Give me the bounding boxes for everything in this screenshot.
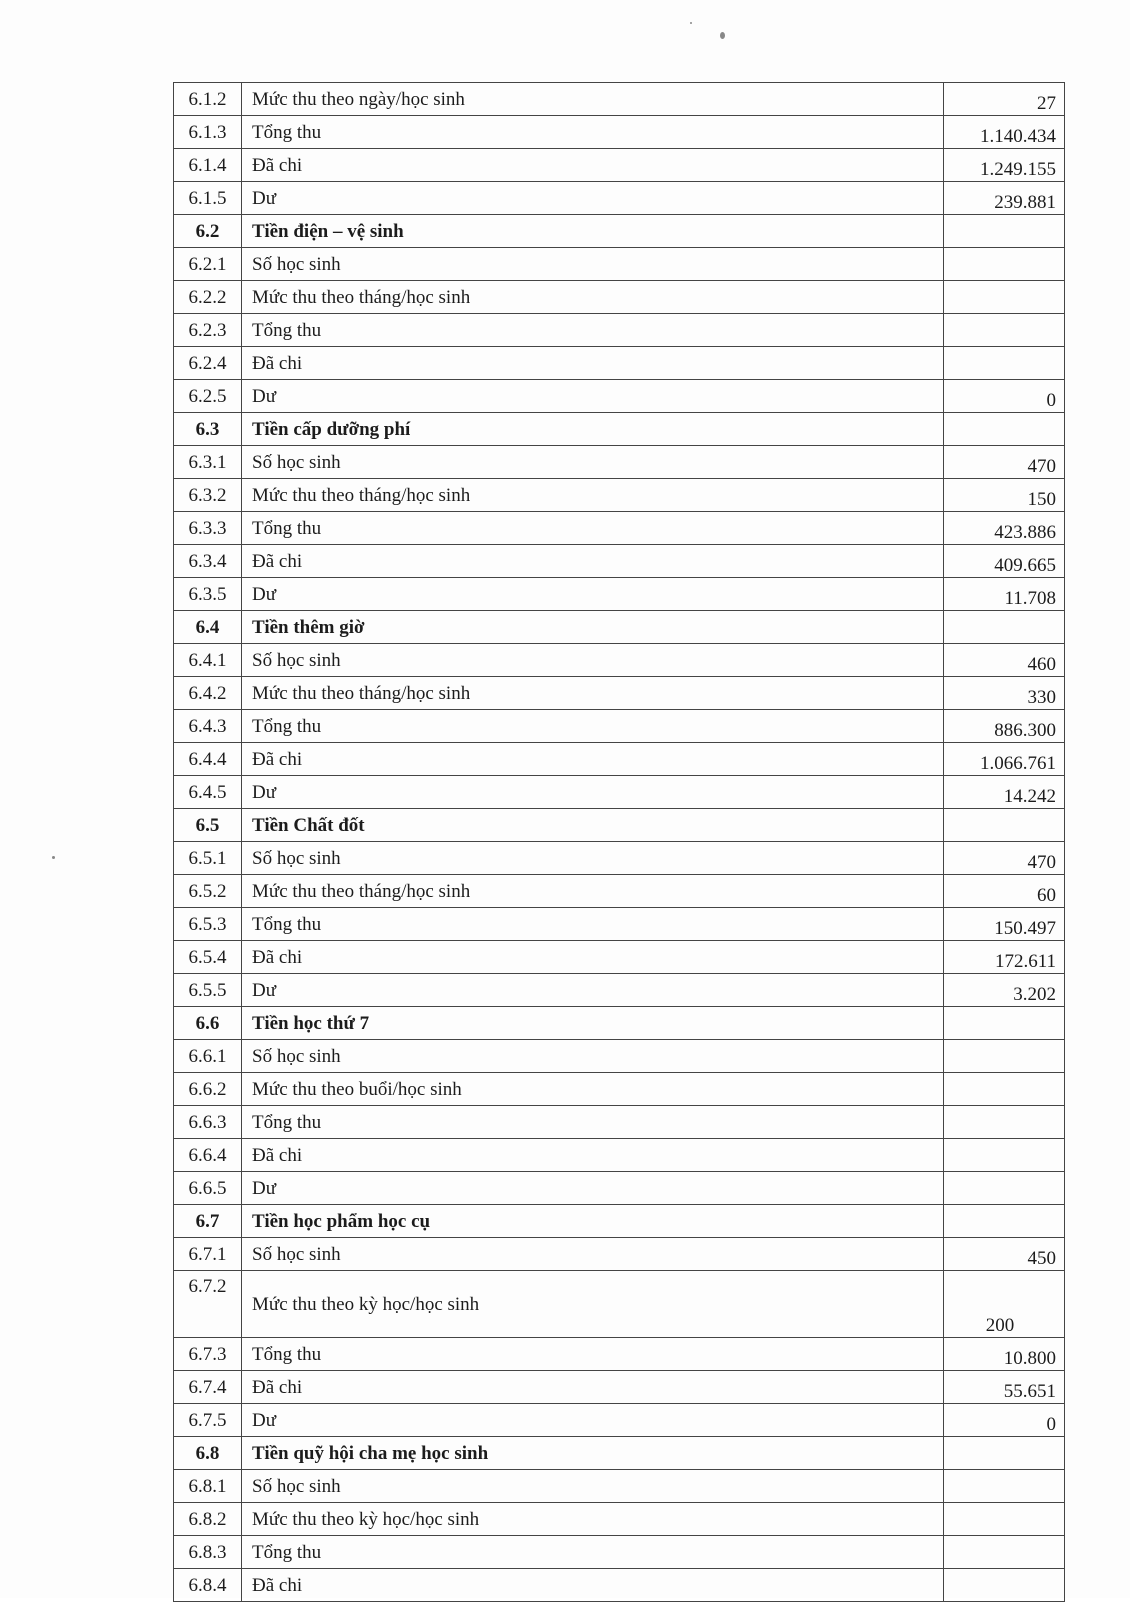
row-label: Số học sinh bbox=[242, 842, 944, 875]
row-value: 330 bbox=[944, 677, 1065, 710]
row-value: 450 bbox=[944, 1238, 1065, 1271]
row-label: Số học sinh bbox=[242, 644, 944, 677]
row-code: 6.6 bbox=[174, 1007, 242, 1040]
row-label: Tiền cấp dưỡng phí bbox=[242, 413, 944, 446]
row-label: Mức thu theo tháng/học sinh bbox=[242, 677, 944, 710]
row-code: 6.3.1 bbox=[174, 446, 242, 479]
row-label: Mức thu theo kỳ học/học sinh bbox=[242, 1271, 944, 1338]
row-label: Tổng thu bbox=[242, 908, 944, 941]
scan-speck bbox=[720, 32, 725, 39]
row-label: Tổng thu bbox=[242, 314, 944, 347]
row-value bbox=[944, 1139, 1065, 1172]
row-code: 6.7.5 bbox=[174, 1404, 242, 1437]
row-code: 6.6.2 bbox=[174, 1073, 242, 1106]
row-value bbox=[944, 1536, 1065, 1569]
section-row bbox=[174, 1007, 1065, 1040]
row-value bbox=[944, 1007, 1065, 1040]
row-label: Dư bbox=[242, 380, 944, 413]
row-value bbox=[944, 215, 1065, 248]
row-code: 6.7.1 bbox=[174, 1238, 242, 1271]
row-value bbox=[944, 611, 1065, 644]
row-code: 6.3.4 bbox=[174, 545, 242, 578]
table-row bbox=[174, 512, 1065, 545]
row-value: 470 bbox=[944, 842, 1065, 875]
table-row bbox=[174, 974, 1065, 1007]
section-row bbox=[174, 611, 1065, 644]
row-label: Tổng thu bbox=[242, 710, 944, 743]
row-value bbox=[944, 314, 1065, 347]
table-row bbox=[174, 1503, 1065, 1536]
table-row bbox=[174, 116, 1065, 149]
row-code: 6.3.5 bbox=[174, 578, 242, 611]
row-label: Dư bbox=[242, 182, 944, 215]
row-code: 6.5.3 bbox=[174, 908, 242, 941]
table-row bbox=[174, 1569, 1065, 1602]
row-code: 6.2.3 bbox=[174, 314, 242, 347]
row-code: 6.7 bbox=[174, 1205, 242, 1238]
fee-report-body bbox=[174, 83, 1065, 1602]
row-code: 6.2.5 bbox=[174, 380, 242, 413]
table-row bbox=[174, 479, 1065, 512]
row-label: Tổng thu bbox=[242, 1106, 944, 1139]
row-value bbox=[944, 1569, 1065, 1602]
scan-speck bbox=[52, 856, 55, 859]
row-label: Dư bbox=[242, 578, 944, 611]
row-value bbox=[944, 1205, 1065, 1238]
table-row bbox=[174, 545, 1065, 578]
table-row bbox=[174, 1106, 1065, 1139]
row-label: Số học sinh bbox=[242, 446, 944, 479]
row-value bbox=[944, 1106, 1065, 1139]
row-value: 60 bbox=[944, 875, 1065, 908]
row-code: 6.3.2 bbox=[174, 479, 242, 512]
row-label: Số học sinh bbox=[242, 248, 944, 281]
row-label: Đã chi bbox=[242, 1371, 944, 1404]
row-value bbox=[944, 1040, 1065, 1073]
row-value: 0 bbox=[944, 1404, 1065, 1437]
row-code: 6.8.3 bbox=[174, 1536, 242, 1569]
row-code: 6.1.4 bbox=[174, 149, 242, 182]
row-value: 470 bbox=[944, 446, 1065, 479]
table-row bbox=[174, 248, 1065, 281]
row-code: 6.4.3 bbox=[174, 710, 242, 743]
table-row bbox=[174, 842, 1065, 875]
table-row bbox=[174, 941, 1065, 974]
table-row bbox=[174, 710, 1065, 743]
row-value bbox=[944, 248, 1065, 281]
row-code: 6.1.5 bbox=[174, 182, 242, 215]
section-row bbox=[174, 215, 1065, 248]
table-row bbox=[174, 1404, 1065, 1437]
table-row bbox=[174, 149, 1065, 182]
row-value: 172.611 bbox=[944, 941, 1065, 974]
row-code: 6.4.1 bbox=[174, 644, 242, 677]
row-code: 6.4.2 bbox=[174, 677, 242, 710]
row-code: 6.6.5 bbox=[174, 1172, 242, 1205]
row-label: Tiền quỹ hội cha mẹ học sinh bbox=[242, 1437, 944, 1470]
row-value: 11.708 bbox=[944, 578, 1065, 611]
row-code: 6.5.2 bbox=[174, 875, 242, 908]
table-row bbox=[174, 1238, 1065, 1271]
row-value: 3.202 bbox=[944, 974, 1065, 1007]
row-value: 10.800 bbox=[944, 1338, 1065, 1371]
row-code: 6.8.2 bbox=[174, 1503, 242, 1536]
row-code: 6.7.4 bbox=[174, 1371, 242, 1404]
row-label: Tiền thêm giờ bbox=[242, 611, 944, 644]
row-value: 239.881 bbox=[944, 182, 1065, 215]
row-value: 1.249.155 bbox=[944, 149, 1065, 182]
row-value: 55.651 bbox=[944, 1371, 1065, 1404]
row-label: Đã chi bbox=[242, 1139, 944, 1172]
row-label: Mức thu theo ngày/học sinh bbox=[242, 83, 944, 116]
row-code: 6.5 bbox=[174, 809, 242, 842]
row-value: 200 bbox=[944, 1271, 1065, 1338]
row-label: Đã chi bbox=[242, 941, 944, 974]
table-row bbox=[174, 644, 1065, 677]
table-row bbox=[174, 677, 1065, 710]
row-label: Dư bbox=[242, 776, 944, 809]
row-label: Dư bbox=[242, 1404, 944, 1437]
table-row bbox=[174, 1040, 1065, 1073]
row-code: 6.4.5 bbox=[174, 776, 242, 809]
row-label: Mức thu theo tháng/học sinh bbox=[242, 281, 944, 314]
section-row bbox=[174, 1437, 1065, 1470]
row-label: Đã chi bbox=[242, 149, 944, 182]
row-label: Tiền điện – vệ sinh bbox=[242, 215, 944, 248]
table-row bbox=[174, 1371, 1065, 1404]
row-value bbox=[944, 347, 1065, 380]
row-value: 423.886 bbox=[944, 512, 1065, 545]
row-value bbox=[944, 413, 1065, 446]
section-row bbox=[174, 809, 1065, 842]
row-code: 6.1.2 bbox=[174, 83, 242, 116]
row-value bbox=[944, 1073, 1065, 1106]
table-row bbox=[174, 1338, 1065, 1371]
row-value: 150 bbox=[944, 479, 1065, 512]
row-value: 150.497 bbox=[944, 908, 1065, 941]
row-code: 6.5.5 bbox=[174, 974, 242, 1007]
row-label: Tiền học phẩm học cụ bbox=[242, 1205, 944, 1238]
row-code: 6.6.3 bbox=[174, 1106, 242, 1139]
row-code: 6.4 bbox=[174, 611, 242, 644]
row-label: Tiền học thứ 7 bbox=[242, 1007, 944, 1040]
table-row bbox=[174, 743, 1065, 776]
table-row bbox=[174, 347, 1065, 380]
table-row bbox=[174, 578, 1065, 611]
row-code: 6.8.1 bbox=[174, 1470, 242, 1503]
table-row bbox=[174, 314, 1065, 347]
row-value: 0 bbox=[944, 380, 1065, 413]
row-label: Đã chi bbox=[242, 743, 944, 776]
table-row bbox=[174, 1073, 1065, 1106]
table-row bbox=[174, 182, 1065, 215]
table-row bbox=[174, 1271, 1065, 1338]
row-value: 1.066.761 bbox=[944, 743, 1065, 776]
row-value bbox=[944, 809, 1065, 842]
scan-speck bbox=[690, 22, 692, 24]
row-label: Tiền Chất đốt bbox=[242, 809, 944, 842]
row-value: 14.242 bbox=[944, 776, 1065, 809]
row-value bbox=[944, 1172, 1065, 1205]
row-value bbox=[944, 1503, 1065, 1536]
row-code: 6.4.4 bbox=[174, 743, 242, 776]
row-label: Dư bbox=[242, 1172, 944, 1205]
row-code: 6.3.3 bbox=[174, 512, 242, 545]
row-label: Tổng thu bbox=[242, 1536, 944, 1569]
row-code: 6.5.1 bbox=[174, 842, 242, 875]
row-label: Tổng thu bbox=[242, 1338, 944, 1371]
row-code: 6.2.4 bbox=[174, 347, 242, 380]
row-code: 6.1.3 bbox=[174, 116, 242, 149]
row-code: 6.6.1 bbox=[174, 1040, 242, 1073]
row-value: 460 bbox=[944, 644, 1065, 677]
table-row bbox=[174, 446, 1065, 479]
table-row bbox=[174, 1536, 1065, 1569]
row-code: 6.6.4 bbox=[174, 1139, 242, 1172]
table-row bbox=[174, 380, 1065, 413]
table-row bbox=[174, 1172, 1065, 1205]
row-value: 1.140.434 bbox=[944, 116, 1065, 149]
row-value bbox=[944, 1470, 1065, 1503]
row-label: Mức thu theo tháng/học sinh bbox=[242, 875, 944, 908]
row-label: Đã chi bbox=[242, 1569, 944, 1602]
row-code: 6.7.2 bbox=[174, 1271, 242, 1338]
row-value: 886.300 bbox=[944, 710, 1065, 743]
table-row bbox=[174, 908, 1065, 941]
row-label: Tổng thu bbox=[242, 116, 944, 149]
table-row bbox=[174, 776, 1065, 809]
row-code: 6.5.4 bbox=[174, 941, 242, 974]
row-code: 6.2 bbox=[174, 215, 242, 248]
row-label: Mức thu theo buổi/học sinh bbox=[242, 1073, 944, 1106]
row-value: 27 bbox=[944, 83, 1065, 116]
row-code: 6.8 bbox=[174, 1437, 242, 1470]
section-row bbox=[174, 413, 1065, 446]
table-row bbox=[174, 83, 1065, 116]
row-code: 6.3 bbox=[174, 413, 242, 446]
row-label: Số học sinh bbox=[242, 1040, 944, 1073]
row-label: Đã chi bbox=[242, 545, 944, 578]
row-value bbox=[944, 1437, 1065, 1470]
table-row bbox=[174, 1470, 1065, 1503]
row-code: 6.2.2 bbox=[174, 281, 242, 314]
row-label: Đã chi bbox=[242, 347, 944, 380]
row-label: Mức thu theo kỳ học/học sinh bbox=[242, 1503, 944, 1536]
row-value: 409.665 bbox=[944, 545, 1065, 578]
row-label: Mức thu theo tháng/học sinh bbox=[242, 479, 944, 512]
table-row bbox=[174, 281, 1065, 314]
row-code: 6.7.3 bbox=[174, 1338, 242, 1371]
fee-report-table bbox=[173, 82, 1065, 1602]
row-label: Số học sinh bbox=[242, 1470, 944, 1503]
row-label: Dư bbox=[242, 974, 944, 1007]
table-row bbox=[174, 1139, 1065, 1172]
section-row bbox=[174, 1205, 1065, 1238]
row-label: Tổng thu bbox=[242, 512, 944, 545]
row-code: 6.8.4 bbox=[174, 1569, 242, 1602]
row-value bbox=[944, 281, 1065, 314]
table-row bbox=[174, 875, 1065, 908]
row-label: Số học sinh bbox=[242, 1238, 944, 1271]
row-code: 6.2.1 bbox=[174, 248, 242, 281]
